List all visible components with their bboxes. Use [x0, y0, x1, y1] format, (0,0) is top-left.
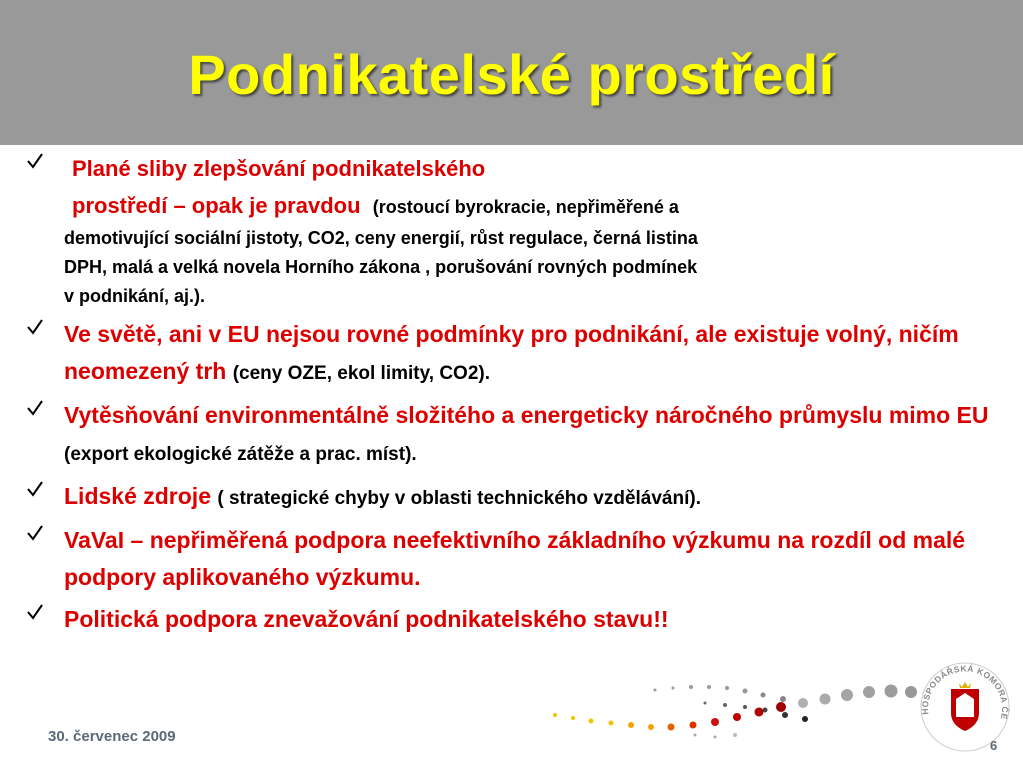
- checkmark-icon: [26, 524, 54, 542]
- bullet-text-red: Politická podpora znevažování podnikatelského stavu!!: [64, 606, 669, 632]
- bullet-item: [20, 522, 1010, 596]
- checkmark-icon: [26, 318, 54, 336]
- dotted-swoosh-decoration: [553, 685, 917, 739]
- bullet-detail: (export ekologické zátěže a prac. míst).: [64, 444, 417, 465]
- slide-title: Podnikatelské prostředí: [188, 43, 835, 106]
- bullet-text-red: Ve světě, ani v EU nejsou rovné podmínky pro podnikání, ale existuje volný, ničím neomezený trh: [64, 321, 959, 384]
- bullet-detail: v podnikání, aj.).: [64, 286, 206, 306]
- bullet-detail: (rostoucí byrokracie, nepřiměřené a: [372, 197, 679, 217]
- logo-ring-text: HOSPODÁŘSKÁ KOMORA ČE: [919, 663, 1011, 721]
- bullet-detail: (ceny OZE, ekol limity, CO2).: [232, 363, 490, 384]
- bullet-item: [20, 150, 1010, 311]
- bullet-item: [20, 478, 1010, 517]
- checkmark-icon: [26, 603, 54, 621]
- bullet-detail: demotivující sociální jistoty, CO2, ceny energií, růst regulace, černá listina: [64, 228, 698, 248]
- bullet-item: [20, 601, 1010, 638]
- bullet-detail: ( strategické chyby v oblasti technického vzdělávání).: [217, 488, 701, 509]
- slide-number: 6: [990, 738, 998, 753]
- checkmark-icon: [26, 399, 54, 417]
- bullet-item: [20, 316, 1010, 392]
- footer-date: 30. červenec 2009: [48, 728, 176, 745]
- bullet-text-red: Plané sliby zlepšování podnikatelského: [72, 156, 486, 181]
- chamber-emblem-icon: [920, 663, 1011, 751]
- chamber-logo: [545, 655, 1015, 765]
- checkmark-icon: [26, 152, 54, 170]
- bullet-text-red: prostředí – opak je pravdou: [72, 193, 361, 218]
- bullet-item: [20, 397, 1010, 473]
- bullet-text-red: VaVaI – nepřiměřená podpora neefektivního základního výzkumu na rozdíl od malé podpory aplikovaného výzkumu.: [64, 527, 966, 590]
- bullet-text-red: Vytěsňování environmentálně složitého a energeticky náročného průmyslu mimo EU: [64, 402, 989, 428]
- bullet-detail: DPH, malá a velká novela Horního zákona , porušování rovných podmínek: [64, 257, 698, 277]
- bullet-text-red: Lidské zdroje: [64, 483, 211, 509]
- bullet-list: [20, 150, 1010, 638]
- checkmark-icon: [26, 480, 54, 498]
